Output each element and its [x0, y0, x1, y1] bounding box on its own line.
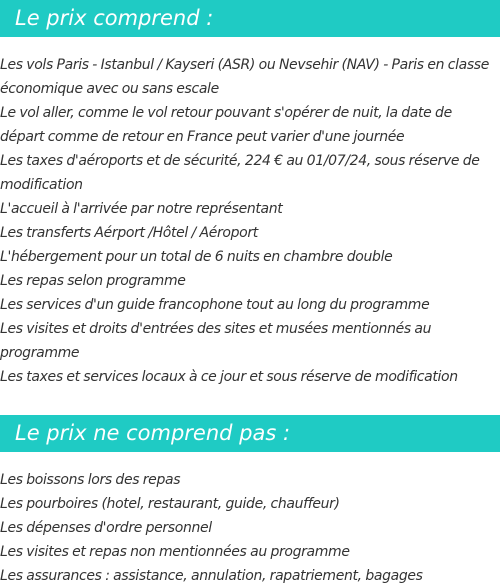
list-item: Les dépenses d'ordre personnel: [0, 520, 212, 536]
list-item: Les assurances : assistance, annulation, rapatriement, bagages: [0, 568, 423, 584]
list-item: Le vol aller, comme le vol retour pouvant s'opérer de nuit, la date de départ comme de retour en France peut varier d'une journée: [0, 105, 452, 145]
list-item: Les repas selon programme: [0, 273, 186, 289]
list-item: Les visites et repas non mentionnées au programme: [0, 544, 350, 560]
list-item: Les pourboires (hotel, restaurant, guide, chauffeur): [0, 496, 340, 512]
list-item: L'accueil à l'arrivée par notre représentant: [0, 201, 283, 217]
list-item: Les visites et droits d'entrées des sites et musées mentionnés au programme: [0, 321, 432, 361]
list-item: Les services d'un guide francophone tout au long du programme: [0, 297, 430, 313]
excluded-list: [0, 468, 500, 588]
list-item: Les transferts Aérport /Hôtel / Aéroport: [0, 225, 258, 241]
list-item: Les vols Paris - Istanbul / Kayseri (ASR) ou Nevsehir (NAV) - Paris en classe économique avec ou sans escale: [0, 57, 490, 97]
list-item: Les taxes et services locaux à ce jour et sous réserve de modification: [0, 369, 458, 385]
list-item: Les boissons lors des repas: [0, 472, 181, 488]
excluded-section-title: Le prix ne comprend pas :: [0, 415, 500, 452]
list-item: Les taxes d'aéroports et de sécurité, 224 € au 01/07/24, sous réserve de modification: [0, 153, 480, 193]
included-list: [0, 53, 500, 389]
list-item: L'hébergement pour un total de 6 nuits en chambre double: [0, 249, 393, 265]
included-section-title: Le prix comprend :: [0, 0, 500, 37]
